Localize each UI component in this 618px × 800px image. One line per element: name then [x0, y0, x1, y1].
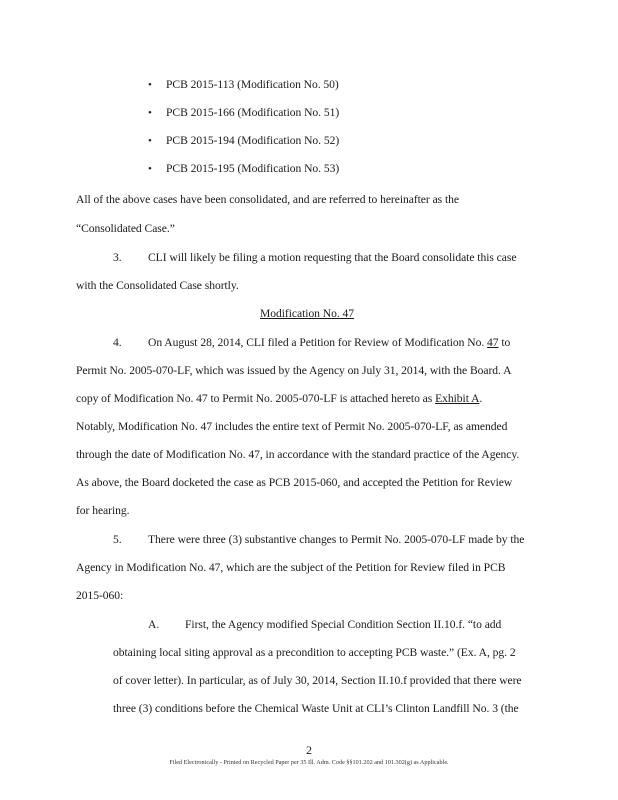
- para-4-line-3: copy of Modification No. 47 to Permit No. 2005-070-LF is attached hereto as Exhibit A.: [76, 392, 483, 405]
- para-5-line-1: There were three (3) substantive changes to Permit No. 2005-070-LF made by the: [148, 533, 525, 546]
- bullet-icon: •: [148, 79, 152, 91]
- bullet-item: PCB 2015-194 (Modification No. 52): [166, 134, 340, 147]
- para-a-letter: A.: [148, 618, 160, 631]
- bullet-icon: •: [148, 107, 152, 119]
- para-5-number: 5.: [113, 533, 122, 546]
- para-3-line-2: with the Consolidated Case shortly.: [76, 279, 239, 292]
- para-5-line-3: 2015-060:: [76, 589, 124, 602]
- bullet-icon: •: [148, 135, 152, 147]
- para-4-line-7: for hearing.: [76, 504, 130, 517]
- exhibit-a-reference: Exhibit A: [435, 392, 480, 405]
- para-a-line-1: First, the Agency modified Special Condition Section II.10.f. “to add: [185, 618, 502, 631]
- modification-number-link: 47: [487, 336, 499, 349]
- bullet-item: PCB 2015-166 (Modification No. 51): [166, 106, 340, 119]
- para-3-number: 3.: [113, 251, 122, 264]
- bullet-item: PCB 2015-195 (Modification No. 53): [166, 162, 340, 175]
- filing-footer: Filed Electronically - Printed on Recycled Paper per 35 Ill. Adm. Code §§101.202 and 101.302(g) as Applicable.: [169, 759, 449, 766]
- para-4-number: 4.: [113, 336, 122, 349]
- para-a-line-4: three (3) conditions before the Chemical Waste Unit at CLI’s Clinton Landfill No. 3 (the: [113, 702, 519, 715]
- para-4-line-6: As above, the Board docketed the case as PCB 2015-060, and accepted the Petition for Review: [76, 476, 513, 489]
- para-3-line-1: CLI will likely be filing a motion requesting that the Board consolidate this case: [148, 251, 517, 264]
- section-heading: Modification No. 47: [260, 307, 355, 320]
- bullet-item: PCB 2015-113 (Modification No. 50): [166, 78, 339, 91]
- para-a-line-2: obtaining local siting approval as a precondition to accepting PCB waste.” (Ex. A, pg. 2: [113, 646, 516, 659]
- para-a-line-3: of cover letter). In particular, as of July 30, 2014, Section II.10.f provided that there were: [113, 674, 522, 687]
- consolidated-line-1: All of the above cases have been consolidated, and are referred to hereinafter as the: [76, 193, 459, 206]
- consolidated-line-2: “Consolidated Case.”: [76, 222, 175, 235]
- bullet-icon: •: [148, 163, 152, 175]
- para-4-line-2: Permit No. 2005-070-LF, which was issued by the Agency on July 31, 2014, with the Board. A: [76, 364, 512, 377]
- para-5-line-2: Agency in Modification No. 47, which are the subject of the Petition for Review filed in PCB: [76, 561, 506, 574]
- para-4-line-4: Notably, Modification No. 47 includes the entire text of Permit No. 2005-070-LF, as amended: [76, 420, 508, 433]
- page-number: 2: [306, 743, 312, 757]
- para-4-line-1: On August 28, 2014, CLI filed a Petition for Review of Modification No. 47 to: [148, 336, 511, 349]
- para-4-line-5: through the date of Modification No. 47, in accordance with the standard practice of the Agency.: [76, 448, 520, 461]
